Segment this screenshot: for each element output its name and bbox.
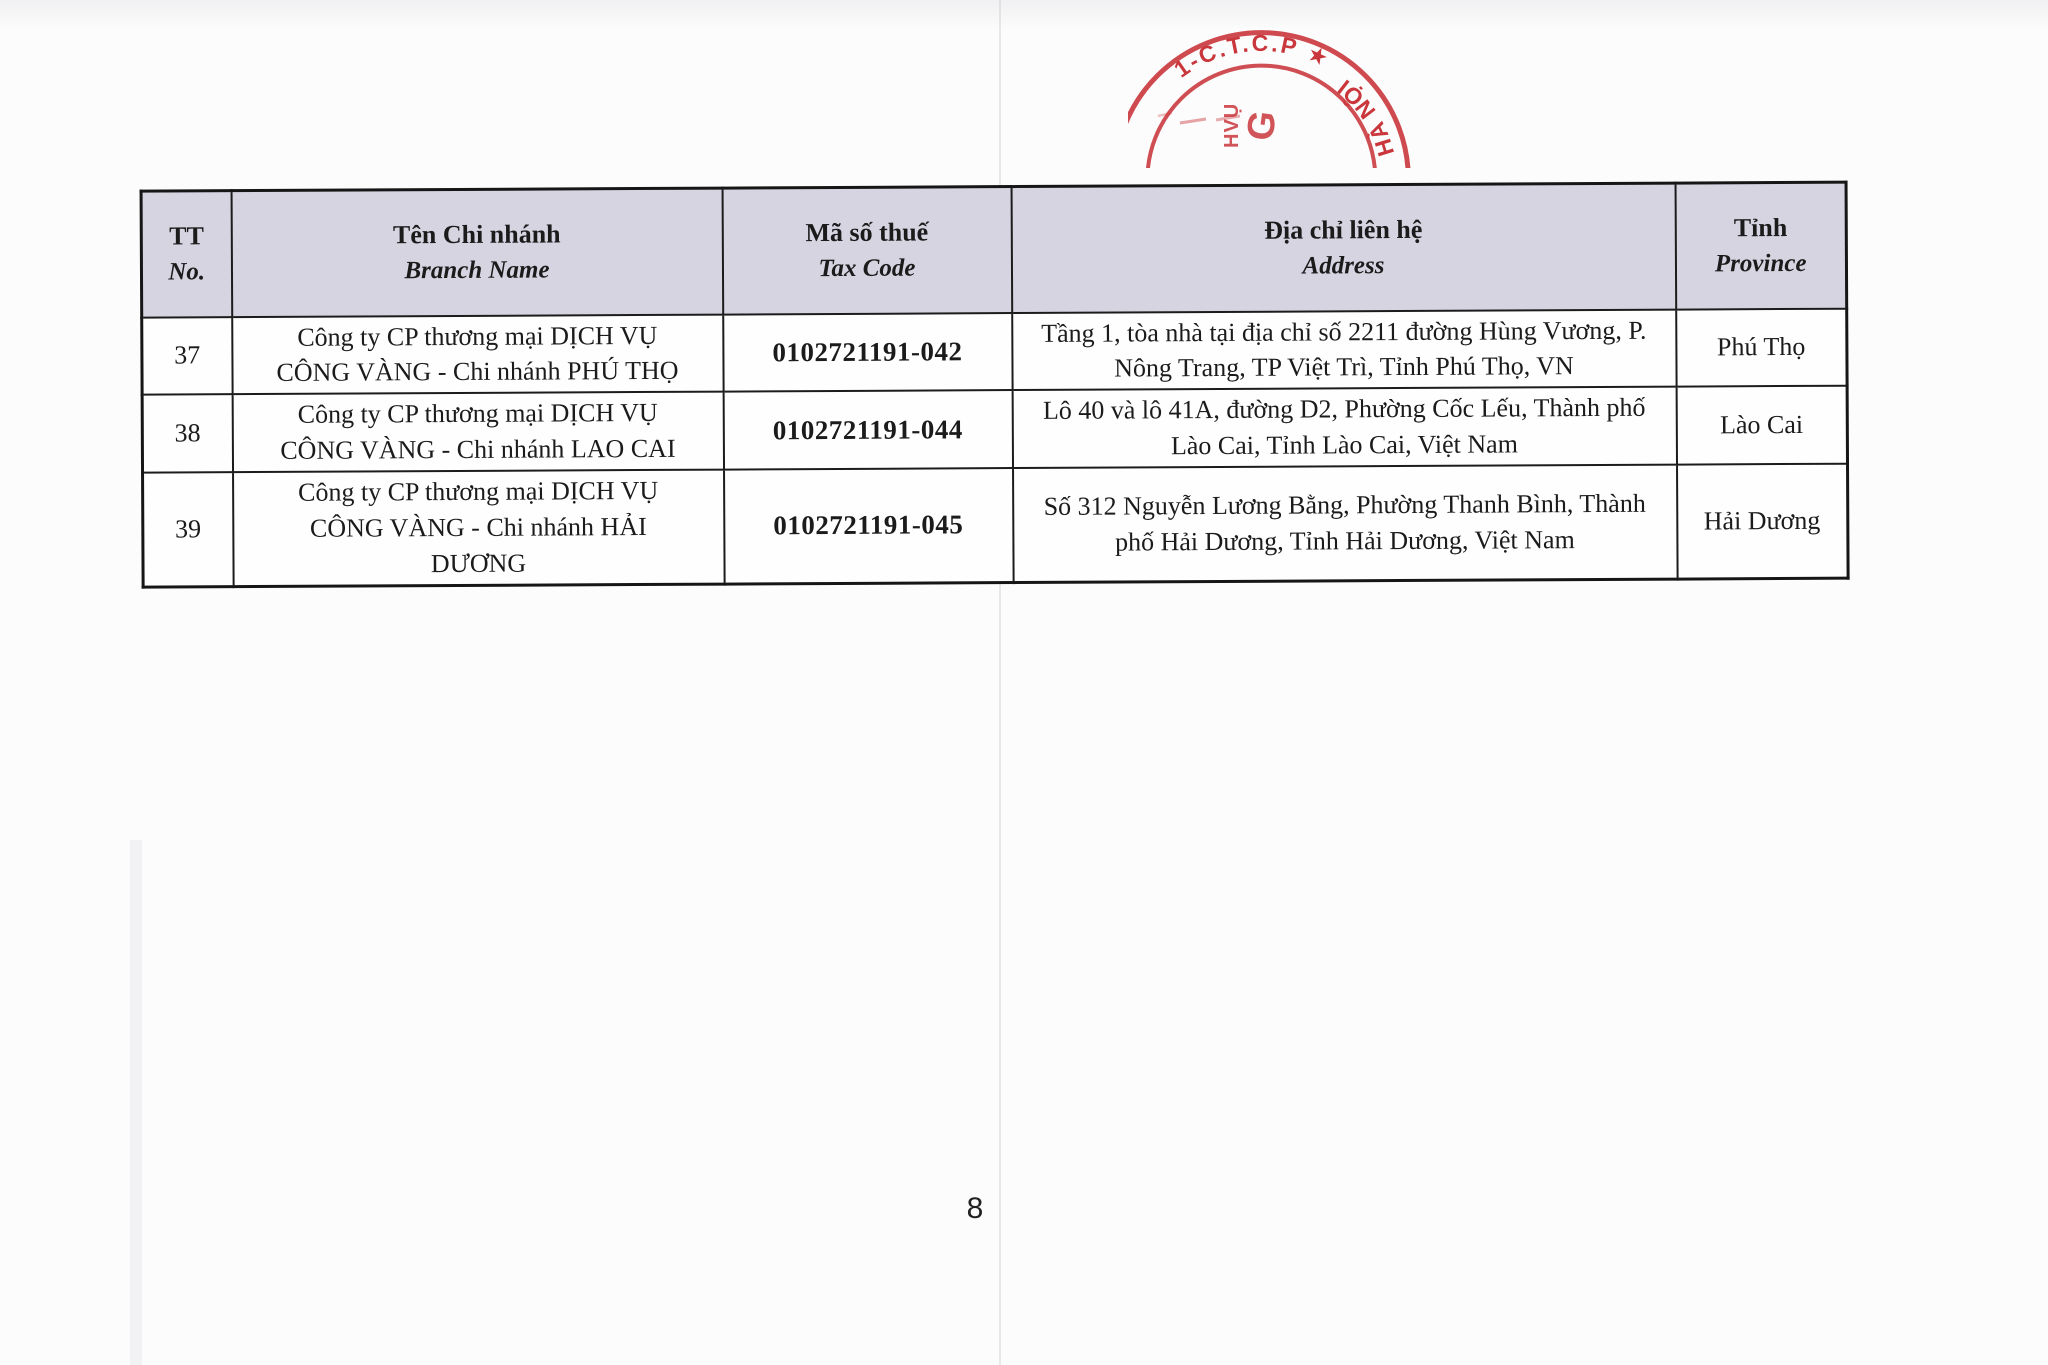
table-row bbox=[142, 308, 1847, 395]
row-number-cell: 37 bbox=[142, 317, 232, 395]
col-header-no-vi: TT bbox=[169, 221, 204, 251]
row-number-cell: 38 bbox=[142, 394, 232, 472]
col-header-branch-vi: Tên Chi nhánh bbox=[392, 219, 561, 250]
branch-name-cell: Công ty CP thương mại DỊCH VỤ CÔNG VÀNG - Chi nhánh LAO CAI bbox=[232, 392, 723, 472]
col-header-branch-name bbox=[231, 188, 723, 317]
col-header-address bbox=[1011, 183, 1676, 312]
table-row bbox=[142, 386, 1847, 473]
address-cell: Số 312 Nguyễn Lương Bằng, Phường Thanh Bình, Thành phố Hải Dương, Tỉnh Hải Dương, Việt Nam bbox=[1013, 465, 1678, 583]
col-header-tax-vi: Mã số thuế bbox=[805, 217, 929, 248]
branch-name-cell: Công ty CP thương mại DỊCH VỤ CÔNG VÀNG - Chi nhánh HẢI DƯƠNG bbox=[233, 470, 725, 587]
table-header bbox=[141, 182, 1847, 317]
province-cell: Lào Cai bbox=[1676, 386, 1847, 465]
province-cell: Phú Thọ bbox=[1676, 308, 1847, 387]
col-header-no bbox=[141, 191, 232, 317]
stamp-inner-fragment: HVỤ bbox=[1221, 102, 1243, 148]
col-header-province bbox=[1675, 182, 1847, 309]
col-header-address-vi: Địa chỉ liên hệ bbox=[1264, 215, 1423, 245]
table-row bbox=[143, 464, 1849, 587]
tax-code-cell: 0102721191-044 bbox=[723, 390, 1012, 469]
address-cell: Lô 40 và lô 41A, đường D2, Phường Cốc Lếu, Thành phố Lào Cai, Tỉnh Lào Cai, Việt Nam bbox=[1012, 387, 1676, 468]
tax-code-cell: 0102721191-042 bbox=[723, 313, 1012, 392]
stamp-ring-text-bottom: HÀ NỘI bbox=[1331, 73, 1400, 160]
address-cell: Tầng 1, tòa nhà tại địa chỉ số 2211 đường Hùng Vương, P. Nông Trang, TP Việt Trì, Tỉnh Phú Thọ, VN bbox=[1012, 309, 1676, 390]
col-header-no-en: No. bbox=[168, 258, 206, 286]
col-header-province-en: Province bbox=[1714, 250, 1807, 278]
province-cell: Hải Dương bbox=[1677, 464, 1849, 579]
branch-table bbox=[140, 181, 1850, 589]
stamp-ring-text-top: 1-C.T.C.P ★ bbox=[1169, 29, 1336, 83]
col-header-tax-en: Tax Code bbox=[818, 254, 916, 283]
row-number-cell: 39 bbox=[143, 472, 234, 587]
col-header-province-vi: Tỉnh bbox=[1733, 213, 1788, 243]
tax-code-cell: 0102721191-045 bbox=[724, 468, 1014, 584]
page-number: 8 bbox=[966, 1192, 984, 1225]
stamp-inner-fragment: G bbox=[1239, 108, 1286, 144]
col-header-address-en: Address bbox=[1302, 252, 1385, 280]
col-header-branch-en: Branch Name bbox=[404, 256, 550, 285]
col-header-tax-code bbox=[722, 187, 1012, 315]
branch-name-cell: Công ty CP thương mại DỊCH VỤ CÔNG VÀNG - Chi nhánh PHÚ THỌ bbox=[232, 314, 723, 394]
